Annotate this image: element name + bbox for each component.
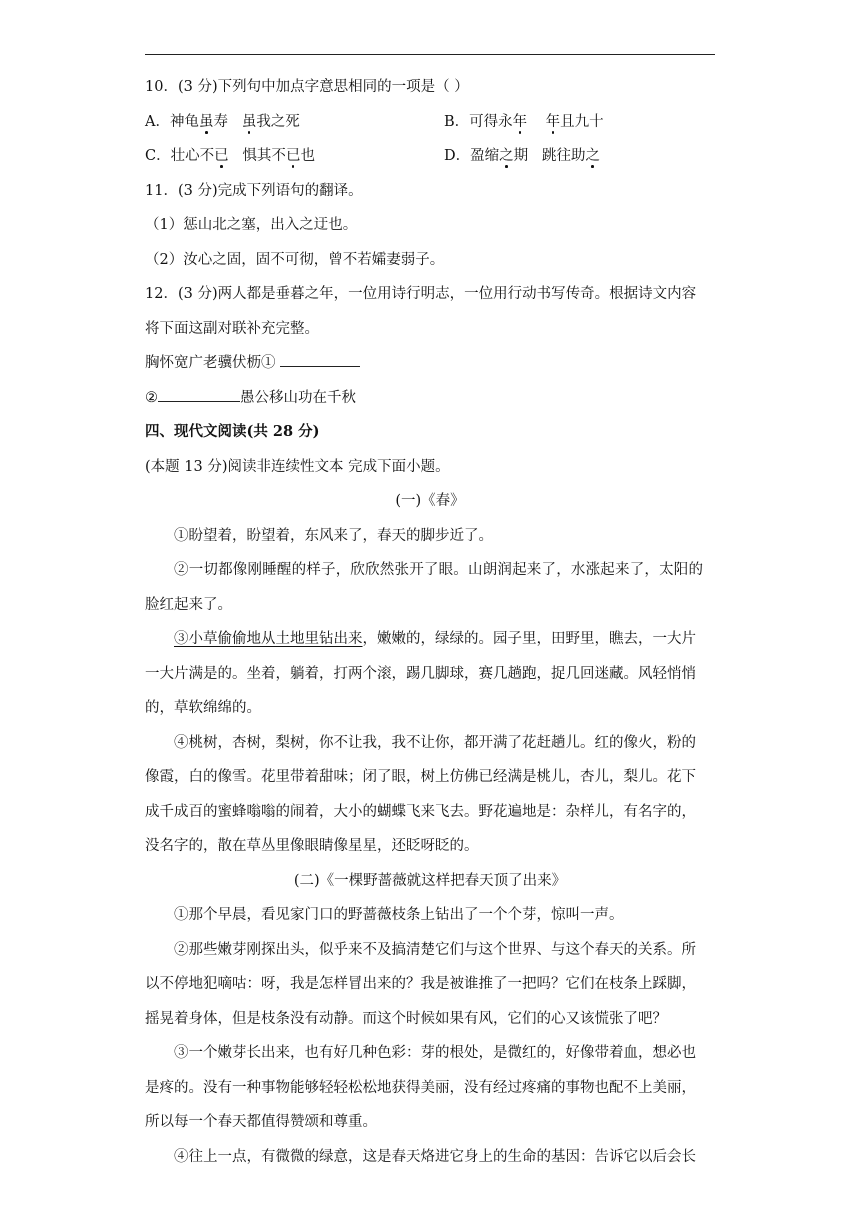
q11-stem: 11．(3 分)完成下列语句的翻译。	[145, 182, 363, 199]
q12-blank-1[interactable]	[280, 350, 360, 367]
text2-para-3-line-3: 所以每一个春天都值得赞颂和尊重。	[145, 1114, 377, 1130]
text1-para-4-line-1: ④桃树，杏树，梨树，你不让我，我不让你，都开满了花赶趟儿。红的像火，粉的	[174, 734, 696, 751]
q10-b-dotted-1: 年	[512, 113, 528, 130]
q10-d-pre: D．盈缩	[444, 148, 500, 164]
text2-para-2-line-1: ②那些嫩芽刚探出头，似乎来不及搞清楚它们与这个世界、与这个春天的关系。所	[174, 941, 696, 958]
q10-options-row2	[145, 139, 715, 174]
text1-para-4-line-4: 没名字的，散在草丛里像眼睛像星星，还眨呀眨的。	[145, 838, 479, 854]
section-heading: 四、现代文阅读(共 28 分)	[145, 423, 320, 440]
q12-stem-line-2: 将下面这副对联补充完整。	[145, 320, 319, 337]
text1-title: (一)《春》	[395, 493, 465, 509]
text1-para-3-line-2: 一大片满是的。坐着，躺着，打两个滚，踢几脚球，赛几趟跑，捉几回迷藏。风轻悄悄	[145, 665, 696, 682]
underlined-sentence: ③小草偷偷地从土地里钻出来	[174, 631, 363, 647]
q10-d-dotted-2: 之	[585, 148, 600, 164]
text1-para-2-line-2: 脸红起来了。	[145, 596, 232, 613]
q10-c-dotted-1: 已	[214, 148, 229, 164]
q10-a-dotted-2: 虽	[241, 113, 257, 130]
page-content	[145, 70, 715, 1174]
q10-option-c	[145, 139, 444, 174]
text1-para-1: ①盼望着，盼望着，东风来了，春天的脚步近了。	[174, 527, 493, 544]
q12-couplet-text-2: 愚公移山功在千秋	[240, 389, 356, 406]
q12-couplet-marker-2: ②	[145, 389, 158, 406]
q11-sentence-2: （2）汝心之固，固不可彻，曾不若孀妻弱子。	[145, 251, 445, 268]
text2-para-2-line-2: 以不停地犯嘀咕：呀，我是怎样冒出来的？我是被谁推了一把吗？它们在枝条上踩脚，	[145, 976, 696, 992]
q12-blank-2[interactable]	[158, 385, 240, 402]
q10-d-dotted-1: 之	[499, 148, 514, 164]
q10-d-mid: 期 跳往助	[513, 148, 586, 164]
q12-couplet-line-1	[145, 346, 715, 381]
section-intro: (本题 13 分)阅读非连续性文本 完成下面小题。	[145, 458, 450, 475]
q10-b-post: 且九十	[560, 113, 604, 130]
q10-a-mid: 寿	[213, 113, 242, 130]
q10-c-mid: 惧其不	[228, 148, 286, 164]
text1-para-4-line-3: 成千成百的蜜蜂嗡嗡的闹着，大小的蝴蝶飞来飞去。野花遍地是：杂样儿，有名字的，	[145, 803, 696, 820]
text2-para-2-line-3: 摇晃着身体，但是枝条没有动静。而这个时候如果有风，它们的心又该慌张了吧？	[145, 1010, 667, 1027]
text1-para-2-line-1: ②一切都像刚睡醒的样子，欣欣然张开了眼。山朗润起来了，水涨起来了，太阳的	[174, 562, 704, 578]
q10-a-dotted-1: 虽	[198, 113, 214, 130]
text1-para-3-line-1	[145, 622, 715, 657]
q10-a-post: 我之死	[256, 113, 300, 130]
q10-b-pre: B．可得永	[444, 113, 513, 130]
q10-c-pre: C．壮心不	[145, 148, 215, 164]
text1-para-3-line-3: 的，草软绵绵的。	[145, 700, 261, 716]
q10-b-dotted-2: 年	[545, 113, 561, 130]
q10-b-mid	[527, 114, 545, 130]
q10-c-post: 也	[300, 148, 315, 164]
q10-option-b	[444, 105, 604, 140]
text1-para-4-line-2: 像霞，白的像雪。花里带着甜味；闭了眼，树上仿佛已经满是桃儿，杏儿，梨儿。花下	[145, 769, 696, 785]
q10-options-row1	[145, 105, 715, 140]
q10-option-a	[145, 105, 444, 140]
text2-para-3-line-1: ③一个嫩芽长出来，也有好几种色彩：芽的根处，是微红的，好像带着血，想必也	[174, 1045, 696, 1061]
text1-para-3-rest: ，嫩嫩的，绿绿的。园子里，田野里，瞧去，一大片	[362, 631, 696, 647]
q11-sentence-1: （1）惩山北之塞，出入之迂也。	[145, 217, 358, 233]
q12-stem-line-1: 12．(3 分)两人都是垂暮之年，一位用诗行明志，一位用行动书写传奇。根据诗文内容	[145, 286, 697, 302]
q10-stem: 10．(3 分)下列句中加点字意思相同的一项是（ ）	[145, 79, 469, 95]
q10-a-pre: A．神龟	[145, 113, 199, 130]
text2-para-1: ①那个早晨，看见家门口的野蔷薇枝条上钻出了一个个芽，惊叫一声。	[174, 907, 624, 923]
text2-title: (二)《一棵野蔷薇就这样把春天顶了出来》	[293, 872, 567, 889]
header-rule	[145, 54, 715, 55]
text2-para-4-line-1: ④往上一点，有微微的绿意，这是春天烙进它身上的生命的基因：告诉它以后会长	[174, 1148, 696, 1165]
q10-c-dotted-2: 已	[285, 148, 301, 164]
q12-couplet-text-1: 胸怀宽广老骥伏枥①	[145, 355, 276, 371]
q10-option-d	[444, 139, 600, 174]
q12-couplet-line-2	[145, 381, 715, 416]
text2-para-3-line-2: 是疼的。没有一种事物能够轻轻松松地获得美丽，没有经过疼痛的事物也配不上美丽，	[145, 1079, 696, 1096]
